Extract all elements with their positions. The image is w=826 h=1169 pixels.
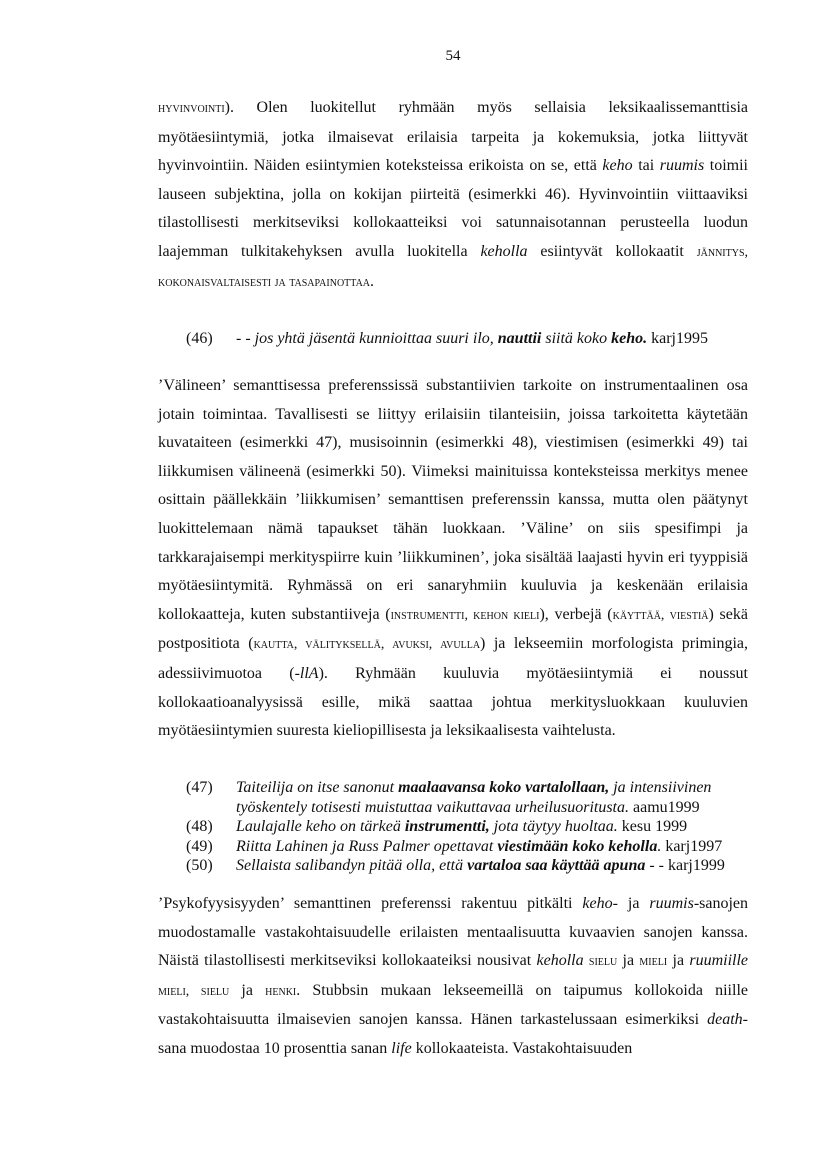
text-run: -sanojen muodostamalle vastakohtaisuudelle erilaisten mentaalisuutta kuvaavien sanojen kanssa. Näistä tilastollisesti merkitseviksi kollokaateiksi nousivat <box>158 895 749 970</box>
example-row <box>186 329 766 349</box>
paragraph-instrument <box>158 372 748 746</box>
example-number: (46) <box>186 330 213 347</box>
example-row <box>186 837 766 857</box>
text-run: siitä koko <box>541 330 612 347</box>
term-smallcaps: käyttää, viestiä <box>612 607 709 623</box>
text-run: Sellaista salibandyn pitää olla, että <box>236 857 468 874</box>
text-run: ’Välineen’ semanttisessa preferenssissä substantiivien tarkoite on instrumentaalinen osa jotain toimintaa. Tavallisesti se liittyy erilaisiin tilanteisiin, joissa tarkoitetta käytetään kuvataiteen (esimerkki 47), musisoinnin (esimerkki 48), viestimisen (esimerkki 49) tai liikkumisen välineenä (esimerkki 50). Viimeksi mainituissa konteksteissa merkitys menee osittain päällekkäin ’liikkumisen’ semanttisen preferenssin kanssa, mutta olen päätynyt luokittelemaan nämä tapaukset tähän luokkaan. ’Väline’ on siis spesifimpi ja tarkkarajaisempi merkityspiirre kuin ’liikkuminen’, joka sisältää laajasti hyvin eri tyyppisiä myötäesiintymitä. Ryhmässä on eri sanaryhmiin kuuluvia ja keskenään erilaisia kollokaatteja, kuten substantiiveja ( <box>158 377 748 623</box>
text-run: ) ja lekseemiin morfologista primingia, adessiivimuotoa ( <box>158 635 748 682</box>
text-run: ). Ryhmään kuuluvia myötäesiintymiä ei noussut kollokaatioanalyysissä esille, mikä saattaa johtua merkitysluokkaan kuuluvien myötäesiintymien suuresta kieliopillisesta ja leksikaalisesta vaihtelusta. <box>158 664 748 740</box>
text-run: ja intensiivinen työskentely totisesti muistuttaa vaikuttavaa urheilusuoritusta. <box>236 779 712 816</box>
text-run: ja <box>617 952 640 970</box>
text-run: ), verbejä ( <box>539 605 613 623</box>
example-row <box>186 856 766 876</box>
text-bold: vartaloa saa käyttää apuna <box>467 857 646 874</box>
text-run: esiintyvät kollokaatit <box>527 242 697 260</box>
examples-47-50 <box>186 778 766 876</box>
source-code: karj1997 <box>661 837 723 855</box>
text-run: ’Psykofyysisyyden’ semanttinen preferenssi rakentuu pitkälti <box>158 895 583 912</box>
example-number: (49) <box>186 837 213 855</box>
term-smallcaps: hyvinvointi <box>158 101 225 116</box>
text-run: ja <box>667 952 690 970</box>
term-smallcaps: mieli, sielu <box>158 983 230 999</box>
term-smallcaps: henki <box>265 983 297 999</box>
paragraph-wellbeing <box>158 94 748 297</box>
source-code: kesu 1999 <box>617 818 688 835</box>
text-run: . <box>370 272 375 290</box>
page-number: 54 <box>445 48 461 64</box>
paragraph-psychophysical <box>158 890 748 1064</box>
text-run: ) sekä postpositiota ( <box>158 605 748 653</box>
example-text <box>236 856 766 876</box>
term-italic: ruumiille <box>689 952 749 970</box>
example-text <box>236 837 766 857</box>
text-run: - ja <box>612 895 650 912</box>
example-text <box>236 817 766 837</box>
example-number: (48) <box>186 818 213 835</box>
text-run: . Stubbsin mukaan lekseemeillä on taipumus kollokoida niille vastakohtaisuutta ilmaisevien sanojen kanssa. Hänen tarkastelussaan esimerkiksi <box>158 981 748 1029</box>
term-smallcaps: kautta, välityksellä, avuksi, avulla <box>253 637 481 653</box>
text-run: - - <box>645 857 664 874</box>
term-smallcaps: jännitys, kokonaisvaltaisesti ja tasapainottaa <box>158 244 749 290</box>
term-italic: ruumis <box>649 895 694 912</box>
text-run: -sana muodostaa 10 prosenttia sanan <box>158 1011 748 1057</box>
text-run: ja <box>229 981 266 999</box>
text-bold: maalaavansa koko vartalollaan, <box>398 779 610 796</box>
example-text <box>236 329 766 349</box>
example-row <box>186 778 766 817</box>
text-bold: nauttii <box>497 330 542 347</box>
text-run: tai <box>632 157 660 175</box>
term-italic: death <box>707 1011 743 1029</box>
source-code: karj1999 <box>664 857 725 874</box>
term-smallcaps: instrumentti, kehon kieli <box>390 607 540 623</box>
text-run: toimii lauseen subjektina, jolla on kokijan piirteitä (esimerkki 46). Hyvinvointiin viittaaviksi tilastollisesti merkitseviksi kollokaatteiksi voi satunnaisotannan perusteella luodun laajemman tulkitakehyksen avulla luokitella <box>158 157 748 260</box>
text-run: Riitta Lahinen ja Russ Palmer opettavat <box>236 837 498 855</box>
example-row <box>186 817 766 837</box>
term-italic: ruumis <box>659 157 705 175</box>
term-smallcaps: mieli <box>639 954 668 970</box>
text-bold: viestimään koko keholla <box>497 837 658 855</box>
example-number: (47) <box>186 779 213 796</box>
text-run: kollokaateista. Vastakohtaisuuden <box>411 1039 633 1057</box>
text-run: Laulajalle keho on tärkeä <box>236 818 405 835</box>
term-smallcaps: sielu <box>588 954 618 970</box>
term-italic: -llA <box>294 664 319 682</box>
example-number: (50) <box>186 857 213 874</box>
text-bold: instrumentti, <box>404 818 490 835</box>
term-italic: keholla <box>536 952 584 970</box>
term-italic: keho <box>602 157 633 175</box>
source-code: aamu1999 <box>629 798 700 816</box>
term-italic: life <box>391 1039 412 1057</box>
term-italic: keholla <box>480 242 528 260</box>
term-italic: keho <box>582 895 613 912</box>
text-run: Taiteilija on itse sanonut <box>236 779 399 796</box>
text-run: . <box>657 837 662 855</box>
text-bold: keho. <box>611 330 648 347</box>
text-run: - - <box>236 330 255 347</box>
example-text <box>236 778 766 817</box>
text-run: ). Olen luokitellut ryhmään myös sellaisia leksikaalissemanttisia myötäesiintymiä, jotka ilmaisevat erilaisia tarpeita ja kokemuksia, jotka liittyvät hyvinvointiin. Näiden esiintymien koteksteissa erikoista on se, että <box>158 99 748 175</box>
source-code: karj1995 <box>647 330 708 347</box>
text-run: jos yhtä jäsentä kunnioittaa suuri ilo, <box>254 330 498 347</box>
example-46 <box>186 329 766 349</box>
text-run: jota täytyy huoltaa. <box>489 818 618 835</box>
